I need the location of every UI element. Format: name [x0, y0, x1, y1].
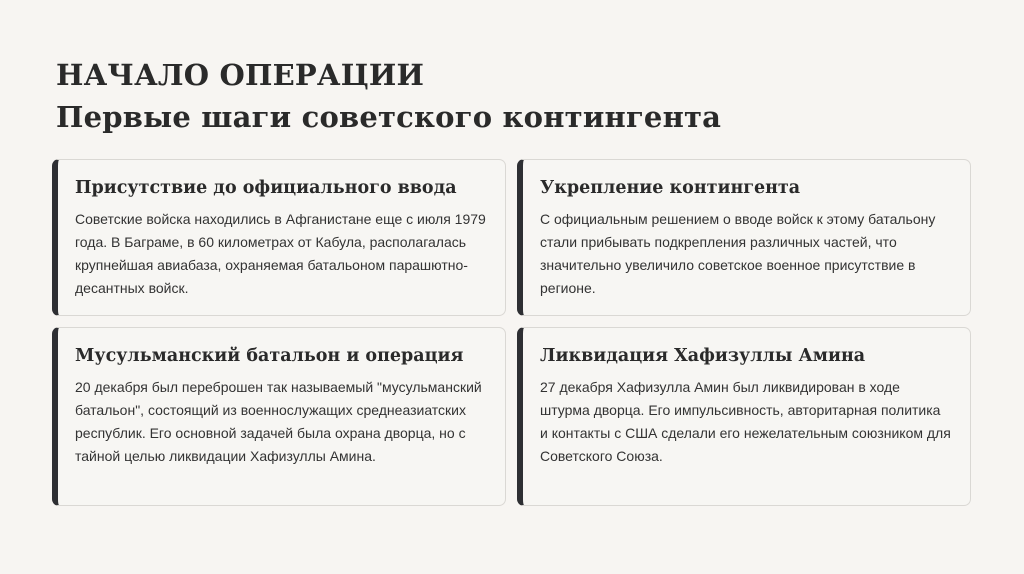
card-title: Ликвидация Хафизуллы Амина: [540, 346, 866, 366]
slide-subtitle: Первые шаги советского контингента: [56, 100, 722, 134]
card-title: Укрепление контингента: [540, 178, 801, 198]
card-presence-before-entry: [52, 159, 506, 316]
card-body: 27 декабря Хафизулла Амин был ликвидирован в ходе штурма дворца. Его импульсивность, авторитарная политика и контакты с США сделали его нежелательным союзником для Советского Союза.: [540, 379, 951, 464]
card-amin-liquidation: [517, 327, 971, 506]
card-title: Присутствие до официального ввода: [75, 178, 457, 198]
card-reinforcement: [517, 159, 971, 316]
slide-header: [56, 54, 976, 138]
card-title: Мусульманский батальон и операция: [75, 346, 464, 366]
card-body: Советские войска находились в Афганистане еще с июля 1979 года. В Баграме, в 60 километрах от Кабула, располагалась крупнейшая авиабаза, охраняемая батальоном парашютно-десантных войск.: [75, 211, 486, 296]
card-body: 20 декабря был переброшен так называемый "мусульманский батальон", состоящий из военнослужащих среднеазиатских республик. Его основной задачей была охрана дворца, но с тайной целью ликвидации Хафизуллы Амина.: [75, 379, 482, 464]
slide-title: НАЧАЛО ОПЕРАЦИИ: [56, 58, 425, 92]
card-muslim-battalion: [52, 327, 506, 506]
card-body: С официальным решением о вводе войск к этому батальону стали прибывать подкрепления различных частей, что значительно увеличило советское военное присутствие в регионе.: [540, 211, 936, 296]
